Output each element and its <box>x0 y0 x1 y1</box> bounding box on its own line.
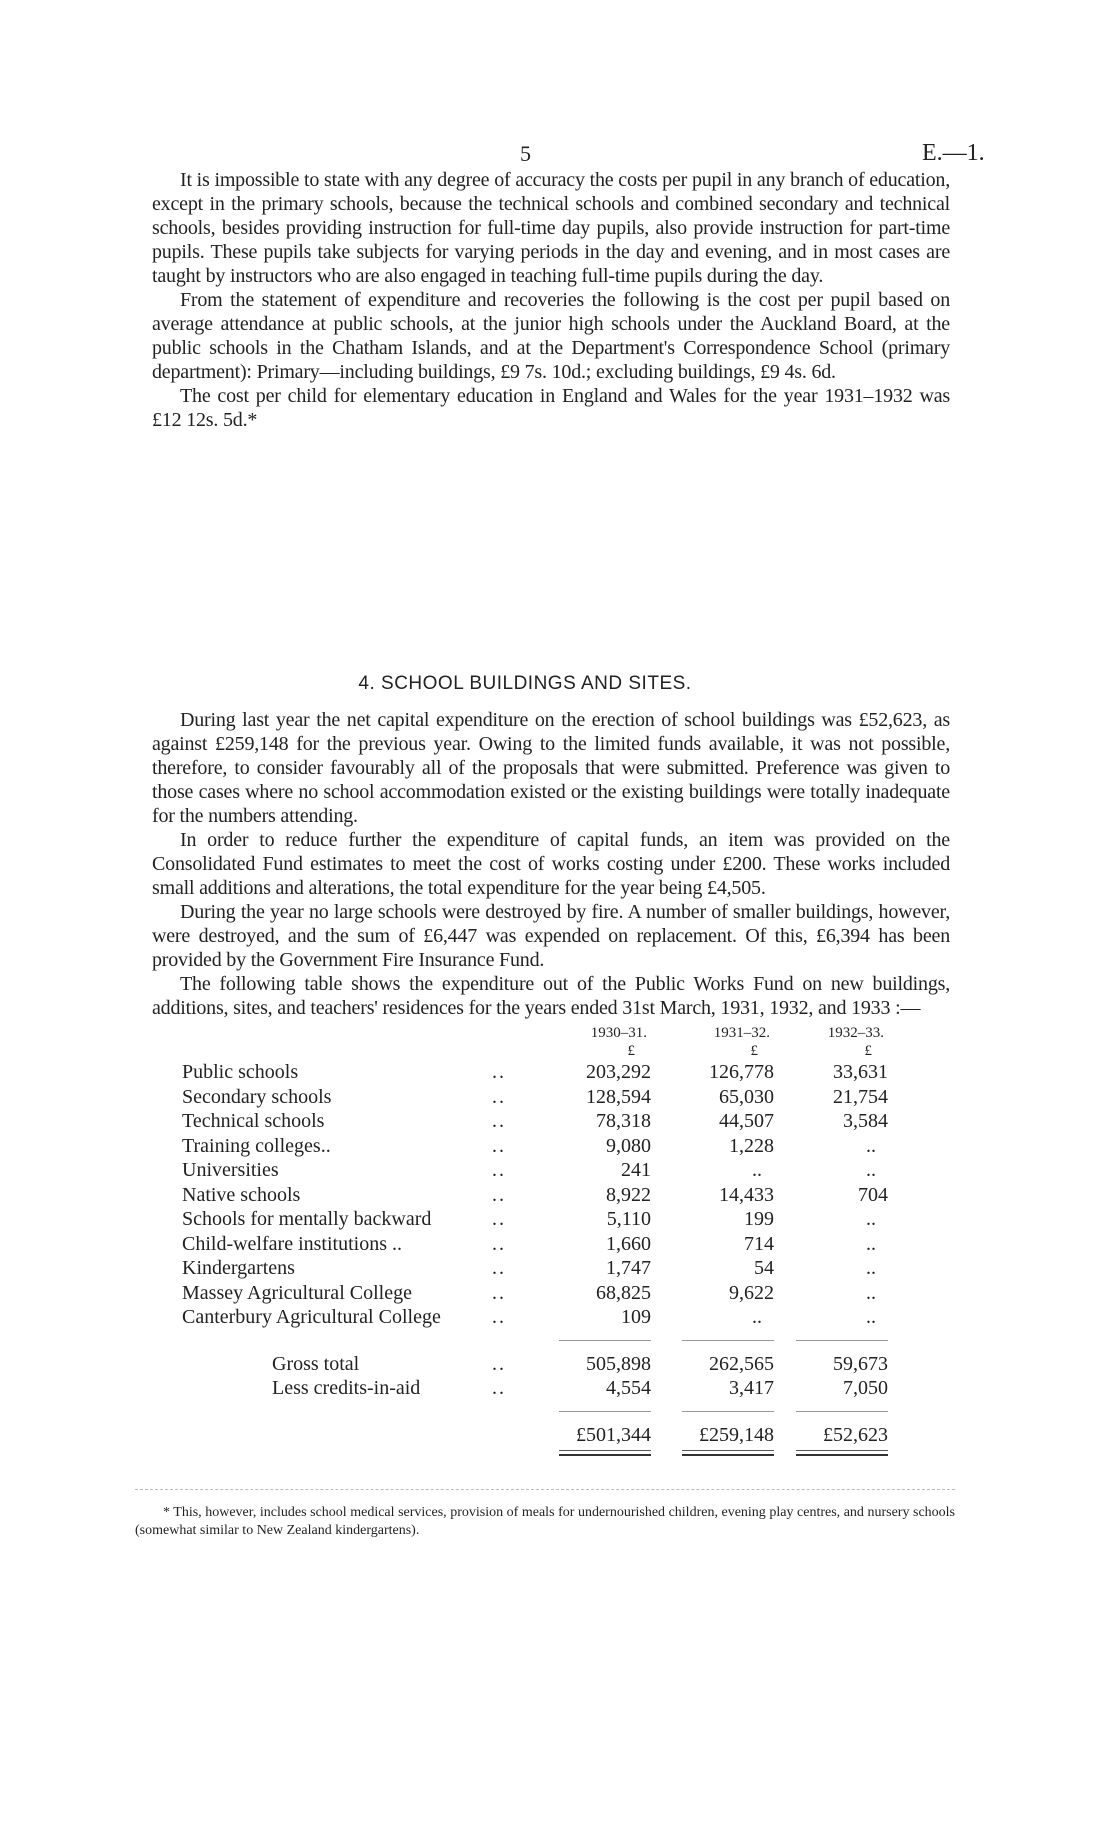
row-value: 7,050 <box>843 1377 888 1399</box>
row-value: 14,433 <box>719 1183 774 1206</box>
row-value: .. <box>866 1134 876 1157</box>
row-value: 3,584 <box>843 1110 888 1132</box>
footnote <box>135 1504 955 1540</box>
net-total: £501,344 <box>576 1423 651 1446</box>
empty-cell <box>182 1042 492 1060</box>
double-rule <box>559 1450 651 1456</box>
row-value: .. <box>866 1208 876 1230</box>
leader-dots: .. <box>492 1232 506 1255</box>
row-value: 241 <box>621 1159 651 1181</box>
net-total: £52,623 <box>823 1423 888 1446</box>
leader-dots: .. <box>492 1159 506 1181</box>
total-rule-cell <box>541 1401 651 1423</box>
row-value: .. <box>866 1159 876 1181</box>
total-rule <box>559 1411 651 1412</box>
total-rule-cell <box>651 1401 774 1423</box>
row-value: 203,292 <box>586 1061 651 1083</box>
total-rule <box>796 1411 888 1412</box>
row-value: .. <box>866 1257 876 1279</box>
footnote-text: * This, however, includes school medical services, provision of meals for undernourished children, evening play centres, and nursery schools (somewhat similar to New Zealand kindergartens). <box>135 1505 955 1538</box>
total-rule-cell <box>774 1401 888 1423</box>
row-value: 109 <box>621 1306 651 1328</box>
row-label: Massey Agricultural College <box>182 1281 412 1304</box>
subtotal-rule <box>796 1340 888 1341</box>
row-value: 199 <box>744 1208 774 1230</box>
empty-cell <box>492 1447 541 1459</box>
row-value: 9,622 <box>729 1281 774 1304</box>
row-label: Public schools <box>182 1061 299 1083</box>
row-value: .. <box>866 1232 876 1255</box>
section-text <box>152 708 950 1020</box>
net-total: £259,148 <box>699 1423 774 1446</box>
column-header: 1930–31. <box>590 1025 647 1041</box>
empty-cell <box>182 1423 492 1448</box>
subtotal-rule-cell <box>651 1330 774 1352</box>
empty-cell <box>492 1401 541 1423</box>
paragraph: The cost per child for elementary education in England and Wales for the year 1931–1932 was £12 12s. 5d.* <box>152 385 950 431</box>
row-value: 714 <box>744 1232 774 1255</box>
double-rule-cell <box>774 1447 888 1459</box>
empty-cell <box>492 1042 541 1060</box>
subtotal-rule-cell <box>541 1330 651 1352</box>
double-rule <box>796 1450 888 1456</box>
section-heading: 4. SCHOOL BUILDINGS AND SITES. <box>358 673 692 694</box>
leader-dots: .. <box>492 1208 506 1230</box>
row-value: 59,673 <box>833 1352 888 1375</box>
row-label: Gross total <box>272 1352 360 1375</box>
leader-dots: .. <box>492 1257 506 1279</box>
row-label: Technical schools <box>182 1110 325 1132</box>
row-label: Secondary schools <box>182 1085 332 1108</box>
document-reference: E.—1. <box>922 140 985 166</box>
intro-text <box>152 168 950 432</box>
paragraph: In order to reduce further the expenditure of capital funds, an item was provided on the Consolidated Fund estimates to meet the cost of works costing under £200. These works included small additions and alterations, the total expenditure for the year being £4,505. <box>152 829 950 899</box>
paragraph: It is impossible to state with any degree of accuracy the costs per pupil in any branch of education, except in the primary schools, because the technical schools and combined secondary and technical schools, besides providing instruction for full-time day pupils, also provide instruction for part-time pupils. These pupils take subjects for varying periods in the day and evening, and in most cases are taught by instructors who are also engaged in teaching full-time pupils during the day. <box>152 169 950 287</box>
row-value: 9,080 <box>606 1134 651 1157</box>
row-label: Training colleges.. <box>182 1134 331 1157</box>
leader-dots: .. <box>492 1183 506 1206</box>
row-value: 78,318 <box>596 1110 651 1132</box>
page-number: 5 <box>520 141 531 166</box>
row-value: 262,565 <box>709 1352 774 1375</box>
row-label: Universities <box>182 1159 279 1181</box>
double-rule <box>682 1450 774 1456</box>
row-label: Native schools <box>182 1183 301 1206</box>
currency-label: £ <box>627 1043 635 1059</box>
row-value: 505,898 <box>586 1352 651 1375</box>
row-value: 128,594 <box>586 1085 651 1108</box>
row-value: 126,778 <box>709 1061 774 1083</box>
paragraph: From the statement of expenditure and recoveries the following is the cost per pupil based on average attendance at public schools, at the junior high schools under the Auckland Board, at the public schools in the Chatham Islands, and at the Department's Correspondence School (primary department): Primary—including buildings, £9 7s. 10d.; excluding buildings, £9 4s. 6d. <box>152 289 950 383</box>
row-value: 1,228 <box>729 1134 774 1157</box>
row-label: Schools for mentally backward <box>182 1208 432 1230</box>
row-value: 8,922 <box>606 1183 651 1206</box>
double-rule-cell <box>651 1447 774 1459</box>
double-rule-cell <box>541 1447 651 1459</box>
leader-dots: .. <box>492 1377 506 1399</box>
row-value: 1,660 <box>606 1232 651 1255</box>
total-rule <box>682 1411 774 1412</box>
row-label: Canterbury Agricultural College <box>182 1306 441 1328</box>
row-value: 4,554 <box>606 1377 651 1399</box>
row-value: 68,825 <box>596 1281 651 1304</box>
subtotal-rule <box>559 1340 651 1341</box>
row-value: 5,110 <box>606 1208 651 1230</box>
currency-label: £ <box>750 1043 758 1059</box>
row-value: 1,747 <box>606 1257 651 1279</box>
empty-cell <box>492 1423 541 1448</box>
empty-cell <box>182 1447 492 1459</box>
expenditure-table <box>182 1024 888 1459</box>
row-value: 44,507 <box>719 1110 774 1132</box>
row-value: .. <box>866 1281 876 1304</box>
row-value: .. <box>866 1306 876 1328</box>
leader-dots: .. <box>492 1061 506 1083</box>
paragraph: During last year the net capital expenditure on the erection of school buildings was £52,623, as against £259,148 for the previous year. Owing to the limited funds available, it was not possible, therefore, to consider favourably all of the proposals that were submitted. Preference was given to those cases where no school accommodation existed or the existing buildings were totally inadequate for the numbers attending. <box>152 709 950 827</box>
page-header <box>0 0 1114 168</box>
subtotal-rule-cell <box>774 1330 888 1352</box>
row-value: 704 <box>858 1183 888 1206</box>
empty-cell <box>492 1330 541 1352</box>
leader-dots: .. <box>492 1281 506 1304</box>
currency-label: £ <box>864 1043 872 1059</box>
empty-cell <box>492 1024 541 1042</box>
leader-dots: .. <box>492 1110 506 1132</box>
footnote-divider <box>135 1489 955 1490</box>
leader-dots: .. <box>492 1085 506 1108</box>
leader-dots: .. <box>492 1352 506 1375</box>
column-header: 1932–33. <box>827 1025 884 1041</box>
paragraph: During the year no large schools were destroyed by fire. A number of smaller buildings, however, were destroyed, and the sum of £6,447 was expended on replacement. Of this, £6,394 has been provided by the Government Fire Insurance Fund. <box>152 901 950 971</box>
row-label: Kindergartens <box>182 1257 295 1279</box>
row-value: 21,754 <box>833 1085 888 1108</box>
row-value: 65,030 <box>719 1085 774 1108</box>
row-value: 33,631 <box>833 1061 888 1083</box>
row-value: .. <box>752 1159 762 1181</box>
row-label: Less credits-in-aid <box>272 1377 421 1399</box>
empty-cell <box>182 1024 492 1042</box>
leader-dots: .. <box>492 1134 506 1157</box>
leader-dots: .. <box>492 1306 506 1328</box>
column-header: 1931–32. <box>713 1025 770 1041</box>
row-label: Child-welfare institutions .. <box>182 1232 402 1255</box>
paragraph: The following table shows the expenditure out of the Public Works Fund on new buildings, additions, sites, and teachers' residences for the years ended 31st March, 1931, 1932, and 1933 :— <box>152 973 950 1019</box>
row-value: 54 <box>754 1257 774 1279</box>
subtotal-rule <box>682 1340 774 1341</box>
row-value: .. <box>752 1306 762 1328</box>
empty-cell <box>182 1330 492 1352</box>
row-value: 3,417 <box>729 1377 774 1399</box>
empty-cell <box>182 1401 492 1423</box>
